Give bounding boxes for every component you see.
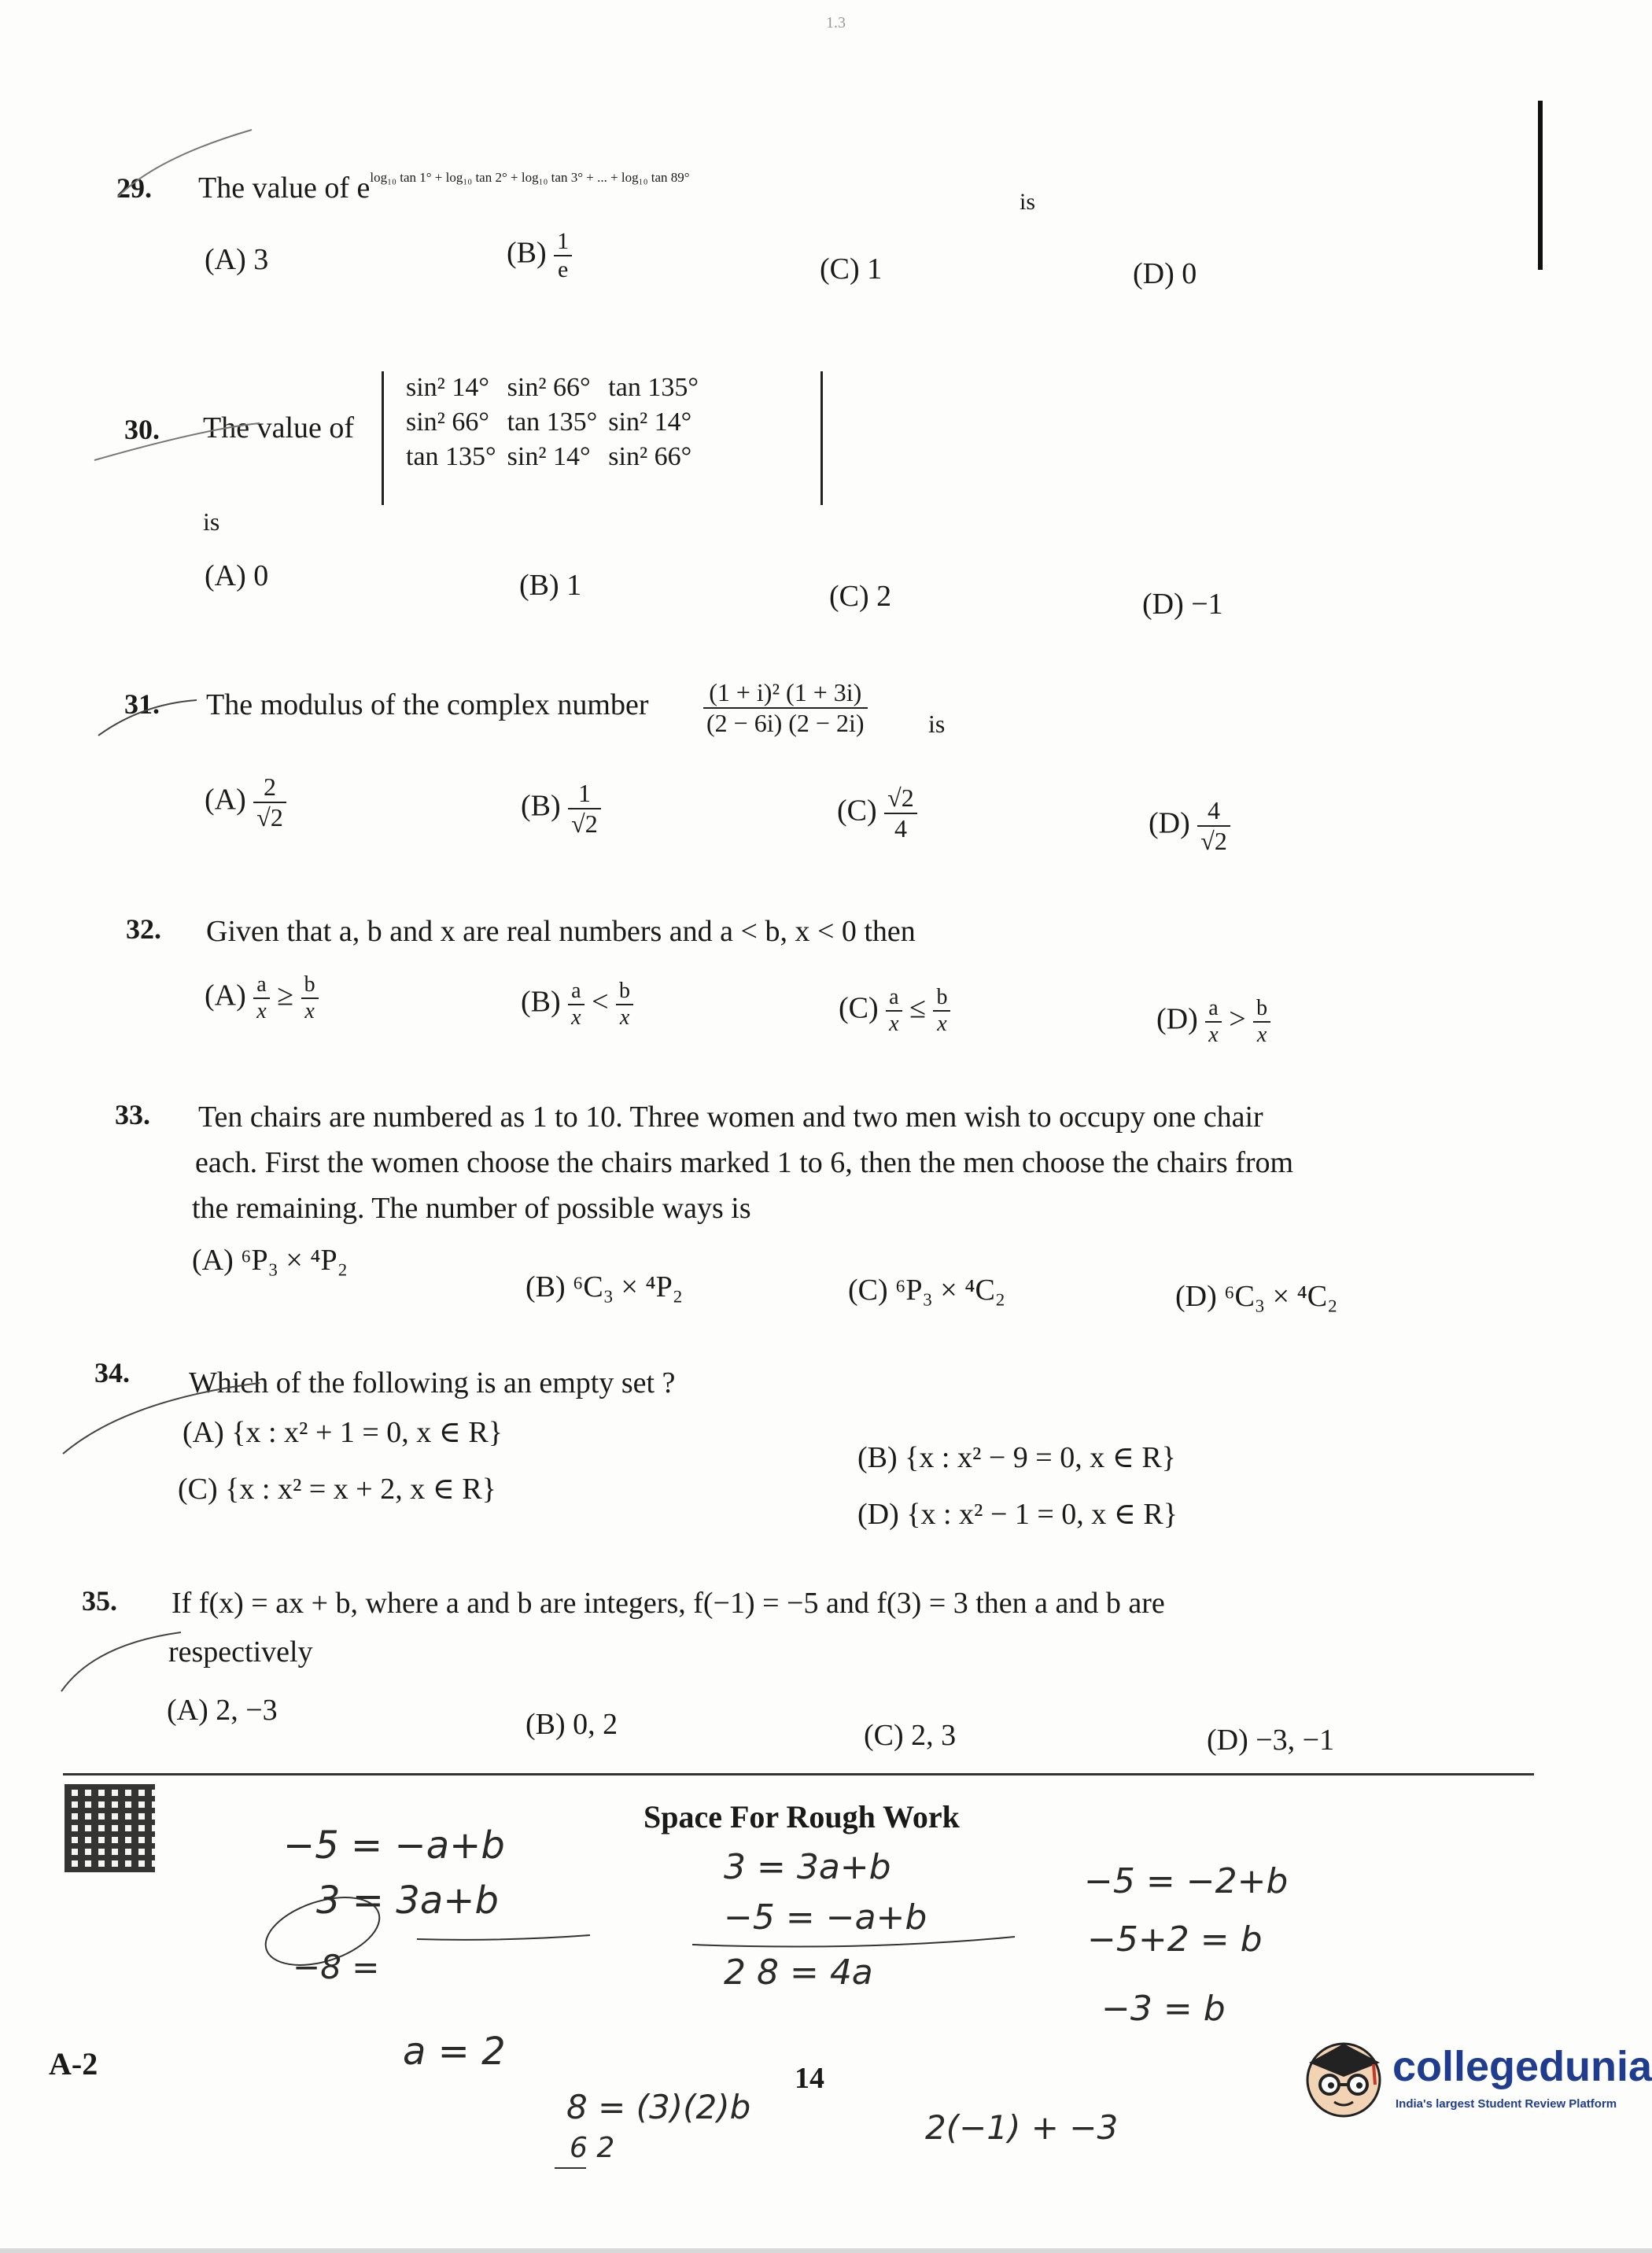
option-c[interactable]: (C) 2, 3 — [864, 1719, 957, 1752]
fraction-num: 1 — [568, 779, 601, 809]
stem-suffix: is — [1020, 189, 1036, 215]
fraction-num: a — [1205, 996, 1221, 1023]
fraction-den: 4 — [894, 814, 907, 843]
fraction-den: x — [619, 1005, 630, 1030]
option-d[interactable]: (D) −1 — [1142, 588, 1223, 621]
option-label: (B) — [521, 985, 561, 1019]
question-stem-line-1: If f(x) = ax + b, where a and b are integers, f(−1) = −5 and f(3) = 3 then a and b are — [171, 1587, 1165, 1620]
matrix-cell: sin² 14° — [507, 442, 591, 471]
matrix-cell: sin² 66° — [406, 407, 489, 437]
question-number: 32. — [126, 913, 161, 945]
matrix-cell: tan 135° — [507, 407, 598, 437]
option-label: (D) — [1149, 806, 1190, 840]
option-d[interactable]: (D) 0 — [1133, 257, 1197, 290]
option-label: (A) — [205, 979, 246, 1012]
question-number: 30. — [124, 414, 160, 445]
option-b[interactable]: (B) ⁶C₃ × ⁴P₂ — [525, 1270, 684, 1303]
question-stem: The modulus of the complex number — [206, 688, 649, 721]
question-stem-line-2: respectively — [168, 1635, 313, 1669]
option-label: (D) — [1156, 1002, 1198, 1036]
option-a[interactable]: (A) ⁶P₃ × ⁴P₂ — [192, 1244, 348, 1277]
question-number: 29. — [116, 172, 152, 204]
stem-suffix: is — [928, 710, 946, 738]
fraction-den: x — [304, 999, 315, 1023]
exponent-text: log₁₀ tan 1° + log₁₀ tan 2° + log₁₀ tan 3° + ... + log₁₀ tan 89° — [370, 170, 690, 185]
fraction-den: √2 — [571, 809, 598, 838]
handwriting-line: −5 = −a+b — [283, 1823, 505, 1868]
question-stem-line-3: the remaining. The number of possible ways is — [192, 1192, 751, 1225]
handwriting-line: −5+2 = b — [1087, 1919, 1263, 1960]
fraction-den: x — [889, 1012, 899, 1036]
header-mark: 1.3 — [826, 14, 846, 31]
handwriting-line: 2(−1) + −3 — [925, 2108, 1119, 2147]
page-number: 14 — [795, 2062, 824, 2095]
option-a[interactable]: (A) {x : x² + 1 = 0, x ∈ R} — [183, 1416, 503, 1449]
handwriting-line: a = 2 — [403, 2030, 506, 2074]
fraction-num: (1 + i)² (1 + 3i) — [703, 678, 868, 709]
fraction-den: √2 — [256, 803, 283, 832]
option-label: (C) — [839, 991, 879, 1025]
option-b[interactable]: (B) 1 — [519, 569, 582, 602]
question-stem: Given that a, b and x are real numbers and a < b, x < 0 then — [206, 915, 916, 948]
question-number: 34. — [94, 1357, 130, 1388]
rough-work-title: Space For Rough Work — [643, 1799, 960, 1834]
handwriting-line: −5 = −2+b — [1084, 1861, 1289, 1901]
brand-name: collegedunia — [1392, 2043, 1652, 2090]
fraction-den: x — [937, 1012, 947, 1036]
option-label: (B) — [521, 789, 561, 823]
divider-rule — [63, 1773, 1534, 1775]
question-stem-line-2: each. First the women choose the chairs marked 1 to 6, then the men choose the chairs from — [195, 1146, 1294, 1179]
handwriting-line: 6 2 — [570, 2132, 615, 2164]
handwriting-line: −3 = b — [1101, 1989, 1226, 2029]
option-label: (A) — [205, 783, 246, 817]
fraction-num: a — [568, 979, 584, 1005]
matrix-cell: sin² 66° — [608, 442, 692, 471]
pen-stroke — [63, 1383, 260, 1454]
stem-text: The value of e — [198, 171, 371, 205]
matrix-cell: sin² 14° — [406, 373, 489, 402]
fraction-den: √2 — [1200, 827, 1227, 855]
question-number: 33. — [115, 1099, 150, 1130]
fraction-num: b — [616, 979, 633, 1005]
matrix-cell: sin² 14° — [608, 407, 692, 437]
relation-symbol: < — [592, 985, 609, 1019]
fraction-num: b — [301, 972, 319, 999]
option-a[interactable]: (A) 0 — [205, 559, 269, 592]
fraction-num: a — [253, 972, 269, 999]
option-a[interactable]: (A) 2, −3 — [167, 1694, 278, 1727]
fraction-num: a — [886, 985, 902, 1012]
question-number: 35. — [82, 1585, 117, 1617]
option-c[interactable]: (C) {x : x² = x + 2, x ∈ R} — [178, 1473, 496, 1506]
fraction-den: x — [1256, 1023, 1267, 1047]
pen-stroke — [692, 1937, 1015, 1946]
fraction-den: (2 − 6i) (2 − 2i) — [706, 709, 865, 737]
mascot-icon — [1298, 2030, 1391, 2122]
option-c[interactable]: (C) 2 — [829, 580, 892, 613]
pen-stroke — [118, 130, 252, 197]
option-d[interactable]: (D) {x : x² − 1 = 0, x ∈ R} — [857, 1498, 1178, 1531]
page-bottom-edge — [0, 2248, 1652, 2253]
brand-logo — [1298, 2030, 1652, 2124]
matrix-cell: tan 135° — [406, 442, 496, 471]
qr-code-icon — [65, 1784, 155, 1872]
stem-suffix: is — [203, 507, 220, 536]
pen-stroke — [94, 423, 260, 460]
fraction-den: x — [256, 999, 267, 1023]
option-c[interactable]: (C) ⁶P₃ × ⁴C₂ — [848, 1274, 1006, 1307]
fraction-num: 2 — [253, 773, 286, 803]
fraction-num: 4 — [1197, 796, 1230, 827]
option-c[interactable]: (C) 1 — [820, 253, 883, 286]
page-code: A-2 — [49, 2046, 98, 2082]
option-label: (C) — [837, 794, 877, 828]
brand-tagline: India's largest Student Review Platform — [1396, 2097, 1617, 2111]
relation-symbol: > — [1229, 1002, 1246, 1036]
fraction-num: 1 — [554, 228, 572, 256]
option-label: (B) — [507, 236, 547, 270]
relation-symbol: ≥ — [277, 979, 294, 1012]
option-d[interactable]: (D) ⁶C₃ × ⁴C₂ — [1175, 1280, 1338, 1313]
fraction-num: b — [1253, 996, 1270, 1023]
option-a[interactable]: (A) 3 — [205, 243, 269, 276]
matrix-cell: sin² 66° — [507, 373, 591, 402]
handwriting-line: −5 = −a+b — [724, 1897, 927, 1938]
pen-stroke — [417, 1935, 590, 1940]
handwriting-line: −8 = — [293, 1948, 380, 1986]
handwriting-line: 3 = 3a+b — [316, 1879, 499, 1923]
question-stem: Which of the following is an empty set ? — [189, 1366, 676, 1399]
handwriting-line: 2 8 = 4a — [724, 1952, 873, 1993]
pen-stroke — [98, 700, 197, 736]
fraction-den: x — [1208, 1023, 1219, 1047]
handwriting-line: 3 = 3a+b — [724, 1847, 891, 1887]
pen-stroke — [61, 1632, 181, 1691]
relation-symbol: ≤ — [909, 991, 926, 1025]
question-stem: The value of — [203, 411, 355, 444]
question-stem-line-1: Ten chairs are numbered as 1 to 10. Three women and two men wish to occupy one chair — [198, 1101, 1263, 1134]
fraction-den: e — [557, 256, 569, 282]
fraction-num: √2 — [884, 784, 917, 814]
handwriting-line: 8 = (3)(2)b — [566, 2088, 751, 2126]
question-number: 31. — [124, 688, 160, 720]
option-b[interactable]: (B) 0, 2 — [525, 1708, 618, 1741]
matrix-cell: tan 135° — [608, 373, 699, 402]
fraction-num: b — [933, 985, 950, 1012]
option-d[interactable]: (D) −3, −1 — [1207, 1724, 1335, 1757]
fraction-den: x — [571, 1005, 581, 1030]
option-b[interactable]: (B) {x : x² − 9 = 0, x ∈ R} — [857, 1441, 1176, 1474]
